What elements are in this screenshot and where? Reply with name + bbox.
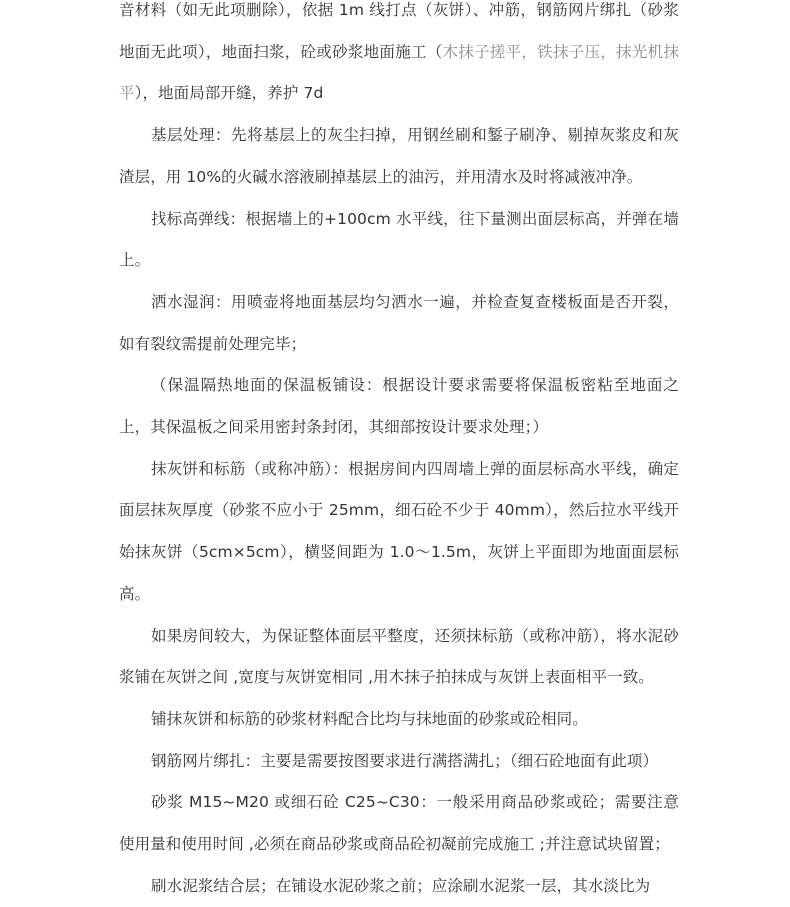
paragraph-mix-ratio: 铺抹灰饼和标筋的砂浆材料配合比均与抹地面的砂浆或砼相同。 [151,709,588,728]
materials-text-a: 音材料（如无此项删除），依据 1m 线打点（灰饼）、冲筋，钢筋网片绑扎（砂浆地面无此项），地面扫浆，砼或砂浆地面施工（ [119,1,679,61]
document-page [119,0,679,907]
paragraph-rebar-mesh: 钢筋网片绑扎：主要是需要按图要求进行满搭满扎；（细石砼地面有此项） [151,751,659,770]
paragraph-elevation-line: 找标高弹线：根据墙上的+100cm 水平线，往下量测出面层标高，并弹在墙上。 [119,209,679,270]
materials-text-b: ），地面局部开缝，养护 7d [134,84,324,103]
paragraph-mortar-grade: 砂浆 M15~M20 或细石砼 C25~C30：一般采用商品砂浆或砼；需要注意使用量和使用时间 ,必须在商品砂浆或商品砼初凝前完成施工 ;并注意试块留置； [119,793,679,854]
paragraph-wetting: 洒水湿润：用喷壶将地面基层均匀洒水一遍，并检查复查楼板面是否开裂，如有裂纹需提前处理完毕； [119,292,679,353]
paragraph-materials-flow [119,0,679,115]
paragraph-large-room: 如果房间较大，为保证整体面层平整度，还须抹标筋（或称冲筋），将水泥砂浆铺在灰饼之间 ,宽度与灰饼宽相同 ,用木抹子拍抹成与灰饼上表面相平一致。 [119,626,679,687]
paragraph-insulation: （保温隔热地面的保温板铺设：根据设计要求需要将保温板密粘至地面之上，其保温板之间采用密封条封闭，其细部按设计要求处理；） [119,376,679,437]
materials-text-highlight: 木抹子搓平，铁抹子压，抹光机抹平 [119,42,679,103]
paragraph-screed-dots: 抹灰饼和标筋（或称冲筋）：根据房间内四周墙上弹的面层标高水平线，确定面层抹灰厚度（砂浆不应小于 25mm，细石砼不少于 40mm），然后拉水平线开始抹灰饼（5cm×5cm），横竖间距为 1.0～1.5m，灰饼上平面即为地面面层标高。 [119,459,679,603]
paragraph-base-treatment: 基层处理：先将基层上的灰尘扫掉，用钢丝刷和錾子刷净、剔掉灰浆皮和灰渣层，用 10%的火碱水溶液刷掉基层上的油污，并用清水及时将减液冲净。 [119,126,679,186]
paragraph-bonding-layer: 刷水泥浆结合层；在铺设水泥砂浆之前；应涂刷水泥浆一层，其水淡比为 [151,876,651,895]
